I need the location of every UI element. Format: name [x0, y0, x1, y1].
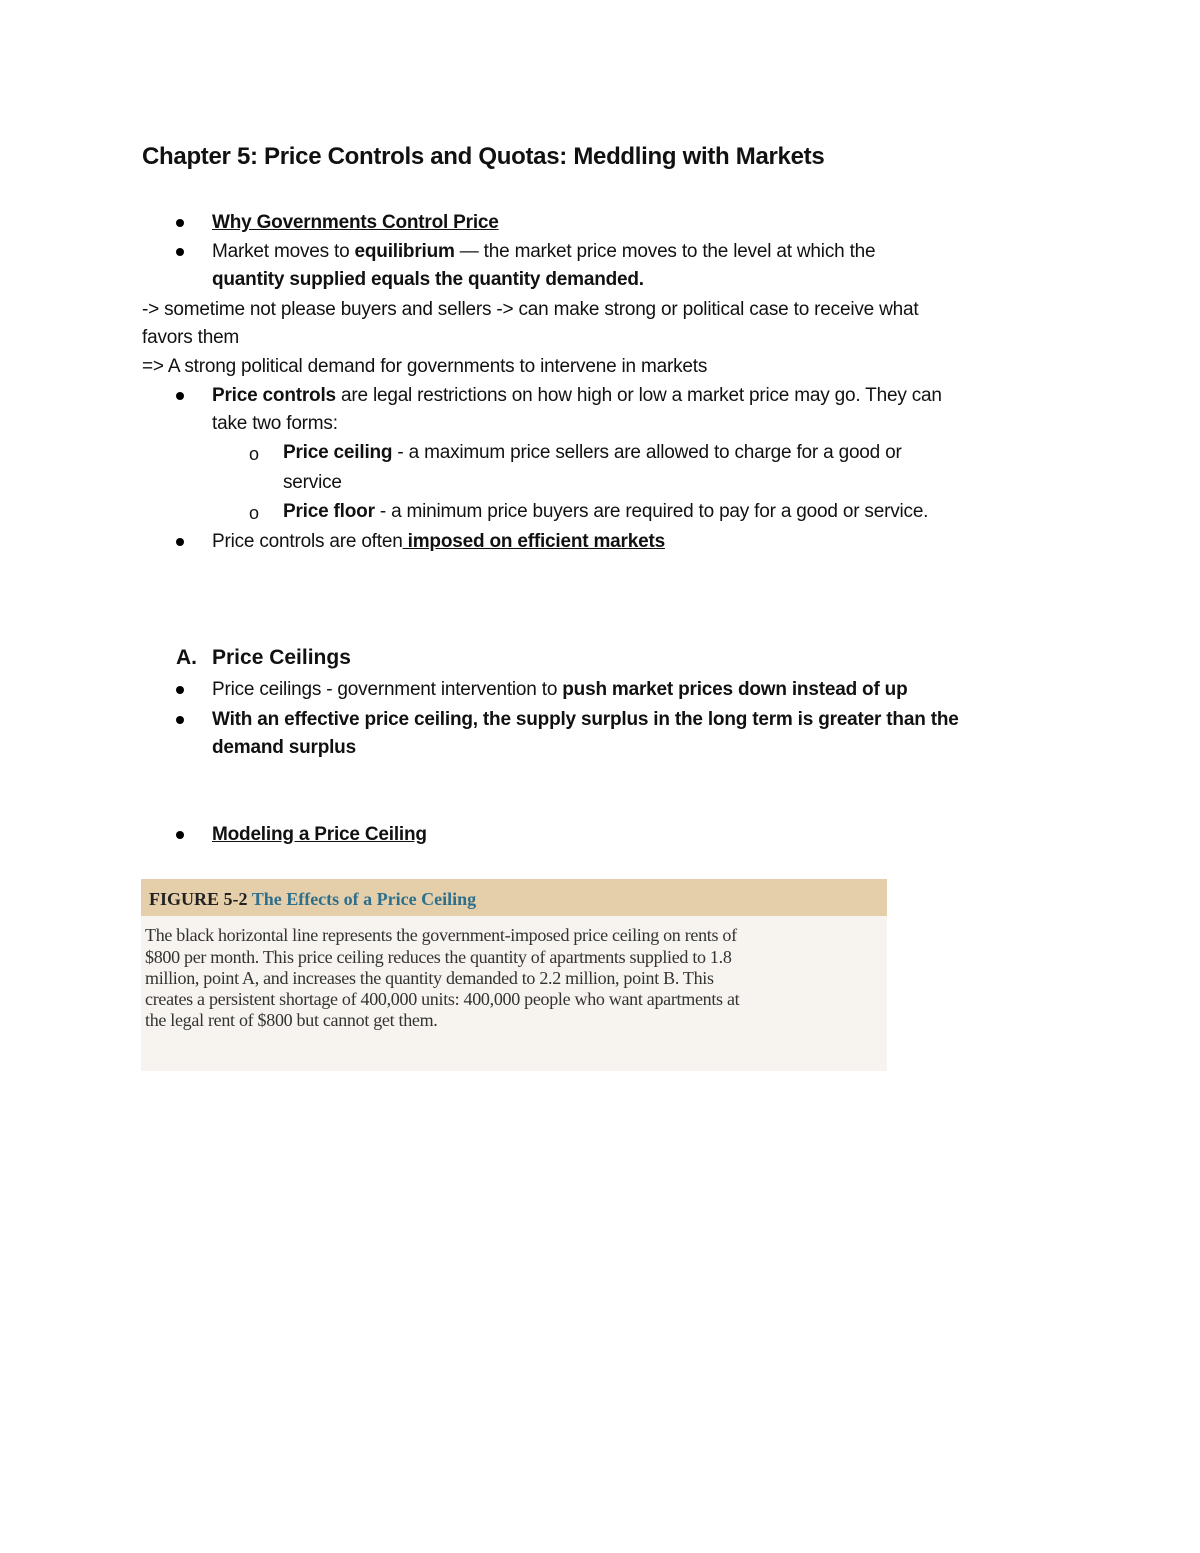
price-controls-often-line [212, 528, 665, 556]
market-moves-line [212, 238, 875, 266]
figure-title: The Effects of a Price Ceiling [251, 889, 477, 909]
page-title: Chapter 5: Price Controls and Quotas: Meddling with Markets [142, 143, 825, 170]
price-ceilings-def-line [212, 676, 907, 704]
figure-caption-line: $800 per month. This price ceiling reduces the quantity of apartments supplied to 1.8 [145, 947, 732, 967]
price-controls-term: Price controls [212, 385, 336, 406]
effective-ceiling-line-2: demand surplus [212, 737, 356, 758]
why-governments-heading: Why Governments Control Price [212, 212, 499, 233]
market-moves-text-2: — the market price moves to the level at which the [454, 241, 876, 262]
price-controls-line-2: take two forms: [212, 413, 338, 434]
quantity-equals-line: quantity supplied equals the quantity demanded. [212, 269, 644, 290]
bullet-dot [176, 219, 184, 227]
price-ceilings-text: Price ceilings - government intervention to [212, 679, 563, 700]
push-down-text: push market prices down instead of up [562, 679, 908, 700]
price-controls-line [212, 382, 942, 410]
price-floor-def-line [283, 498, 928, 526]
bullet-dot [176, 686, 184, 694]
price-floor-def: - a minimum price buyers are required to pay for a good or service. [374, 501, 929, 522]
price-ceiling-def-line-2: service [283, 472, 342, 493]
effective-ceiling-line: With an effective price ceiling, the supply surplus in the long term is greater than the [212, 709, 959, 730]
price-ceiling-def: - a maximum price sellers are allowed to charge for a good or [392, 442, 902, 463]
market-moves-text: Market moves to [212, 241, 355, 262]
section-a-marker: A. [176, 646, 197, 669]
arrow-note-2: => A strong political demand for governments to intervene in markets [142, 356, 708, 377]
figure-caption-line: million, point A, and increases the quantity demanded to 2.2 million, point B. This [145, 968, 714, 988]
figure-header [141, 879, 887, 916]
modeling-price-ceiling-heading: Modeling a Price Ceiling [212, 824, 427, 845]
price-controls-def: are legal restrictions on how high or low a market price may go. They can [335, 385, 942, 406]
arrow-note-1: -> sometime not please buyers and sellers -> can make strong or political case to receive what [142, 299, 919, 320]
arrow-note-1b: favors them [142, 327, 240, 348]
equilibrium-term: equilibrium [354, 241, 455, 262]
figure-number: FIGURE 5-2 [149, 889, 248, 909]
figure-5-2 [141, 879, 887, 1071]
figure-label [149, 889, 476, 910]
figure-caption-line: The black horizontal line represents the government-imposed price ceiling on rents of [145, 925, 737, 945]
bullet-dot [176, 716, 184, 724]
sub-bullet-circle: o [249, 444, 260, 464]
price-ceiling-term: Price ceiling [283, 442, 393, 463]
bullet-dot [176, 248, 184, 256]
bullet-dot [176, 392, 184, 400]
often-text: Price controls are often [212, 531, 403, 552]
figure-caption-line: creates a persistent shortage of 400,000 units: 400,000 people who want apartments at [145, 989, 740, 1009]
figure-caption-line: the legal rent of $800 but cannot get them. [145, 1010, 438, 1030]
sub-bullet-circle: o [249, 503, 260, 523]
price-floor-term: Price floor [283, 501, 375, 522]
bullet-dot [176, 831, 184, 839]
bullet-dot [176, 538, 184, 546]
efficient-markets-term: imposed on efficient markets [402, 531, 665, 552]
price-ceiling-def-line [283, 439, 902, 467]
section-a-heading: Price Ceilings [212, 646, 351, 669]
